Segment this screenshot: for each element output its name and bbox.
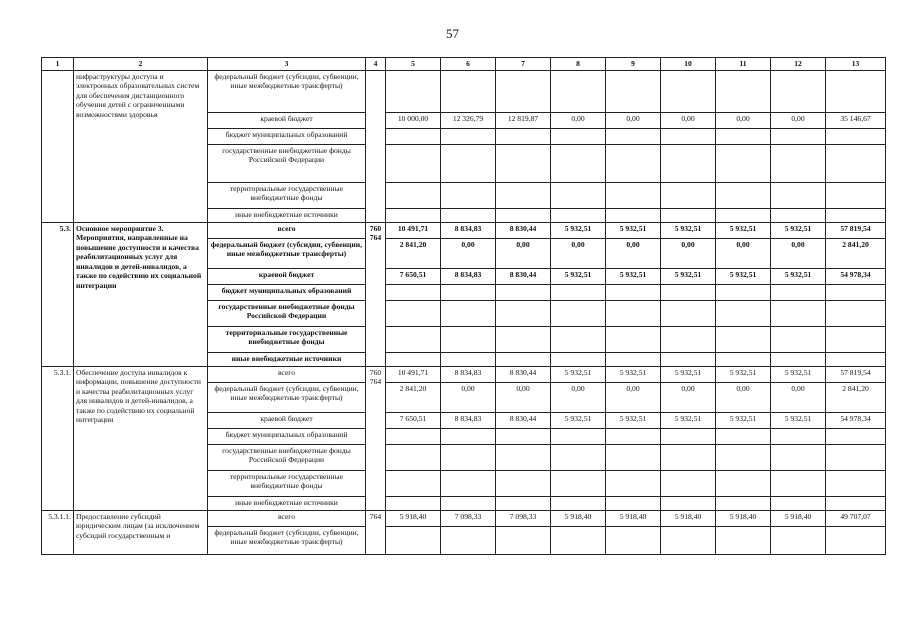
amount-cell [826, 129, 886, 145]
amount-cell [551, 353, 606, 367]
item-name: Предоставление субсидий юридическим лицам (за исключением субсидий государственным и [74, 511, 208, 555]
amount-cell: 0,00 [716, 113, 771, 129]
funding-table [41, 57, 886, 555]
amount-cell [606, 327, 661, 353]
amount-cell [716, 429, 771, 445]
amount-cell [661, 497, 716, 511]
amount-cell [661, 145, 716, 183]
amount-cell [551, 209, 606, 223]
amount-cell [826, 429, 886, 445]
amount-cell [496, 285, 551, 301]
budget-code [366, 71, 386, 223]
column-header: 1 [42, 58, 74, 71]
amount-cell: 5 932,51 [716, 413, 771, 429]
amount-cell [496, 209, 551, 223]
amount-cell [716, 145, 771, 183]
amount-cell: 5 932,51 [771, 367, 826, 383]
amount-cell: 0,00 [716, 239, 771, 269]
amount-cell: 57 819,54 [826, 223, 886, 239]
amount-cell [386, 497, 441, 511]
amount-cell [771, 327, 826, 353]
amount-cell: 5 932,51 [551, 269, 606, 285]
amount-cell: 8 830,44 [496, 223, 551, 239]
amount-cell [716, 497, 771, 511]
amount-cell [826, 145, 886, 183]
amount-cell [716, 527, 771, 555]
funding-source: государственные внебюджетные фонды Российской Федерации [208, 145, 366, 183]
amount-cell [386, 71, 441, 113]
amount-cell [826, 497, 886, 511]
amount-cell [551, 145, 606, 183]
amount-cell: 5 932,51 [771, 413, 826, 429]
amount-cell: 5 918,40 [606, 511, 661, 527]
amount-cell [661, 445, 716, 471]
column-header: 6 [441, 58, 496, 71]
amount-cell: 8 834,83 [441, 223, 496, 239]
amount-cell: 8 834,83 [441, 367, 496, 383]
funding-source: иные внебюджетные источники [208, 209, 366, 223]
amount-cell: 7 098,33 [496, 511, 551, 527]
column-header: 8 [551, 58, 606, 71]
amount-cell: 12 819,87 [496, 113, 551, 129]
amount-cell [386, 145, 441, 183]
funding-source: государственные внебюджетные фонды Российской Федерации [208, 445, 366, 471]
amount-cell: 8 834,83 [441, 269, 496, 285]
amount-cell: 0,00 [606, 239, 661, 269]
amount-cell: 5 918,40 [386, 511, 441, 527]
amount-cell [771, 429, 826, 445]
amount-cell [716, 183, 771, 209]
funding-source: всего [208, 223, 366, 239]
amount-cell [551, 445, 606, 471]
amount-cell [386, 471, 441, 497]
amount-cell: 7 098,33 [441, 511, 496, 527]
amount-cell: 5 932,51 [661, 223, 716, 239]
amount-cell: 0,00 [661, 113, 716, 129]
amount-cell: 5 932,51 [771, 269, 826, 285]
amount-cell [716, 445, 771, 471]
amount-cell [661, 301, 716, 327]
funding-source: всего [208, 367, 366, 383]
amount-cell: 5 932,51 [551, 367, 606, 383]
amount-cell [826, 183, 886, 209]
amount-cell: 8 830,44 [496, 269, 551, 285]
amount-cell: 5 918,40 [551, 511, 606, 527]
amount-cell [441, 129, 496, 145]
amount-cell [661, 429, 716, 445]
amount-cell [496, 497, 551, 511]
amount-cell [716, 285, 771, 301]
amount-cell: 10 000,00 [386, 113, 441, 129]
amount-cell [496, 445, 551, 471]
funding-source: бюджет муниципальных образований [208, 129, 366, 145]
amount-cell: 12 326,79 [441, 113, 496, 129]
amount-cell: 2 841,20 [386, 239, 441, 269]
amount-cell: 0,00 [606, 113, 661, 129]
amount-cell [771, 353, 826, 367]
amount-cell: 5 932,51 [551, 223, 606, 239]
amount-cell [441, 445, 496, 471]
amount-cell: 5 932,51 [716, 223, 771, 239]
column-header: 2 [74, 58, 208, 71]
amount-cell [496, 71, 551, 113]
header-row [42, 58, 886, 71]
amount-cell [496, 183, 551, 209]
amount-cell [716, 301, 771, 327]
column-header: 9 [606, 58, 661, 71]
amount-cell [661, 527, 716, 555]
funding-source: бюджет муниципальных образований [208, 429, 366, 445]
amount-cell [606, 145, 661, 183]
funding-source: территориальные государственные внебюджетные фонды [208, 327, 366, 353]
amount-cell [661, 183, 716, 209]
amount-cell [386, 183, 441, 209]
amount-cell [606, 471, 661, 497]
funding-source: всего [208, 511, 366, 527]
amount-cell [441, 183, 496, 209]
amount-cell [826, 527, 886, 555]
amount-cell [441, 471, 496, 497]
amount-cell: 54 978,34 [826, 269, 886, 285]
amount-cell [496, 129, 551, 145]
amount-cell: 5 918,40 [661, 511, 716, 527]
amount-cell [441, 497, 496, 511]
item-name: Обеспечение доступа инвалидов к информации, повышение доступности и качества реабилитационных услуг для инвалидов и детей-инвалидов, а также по содействию их социальной интеграции [74, 367, 208, 511]
amount-cell [826, 445, 886, 471]
amount-cell [496, 429, 551, 445]
amount-cell: 0,00 [661, 383, 716, 413]
amount-cell: 8 830,44 [496, 413, 551, 429]
amount-cell: 5 918,40 [716, 511, 771, 527]
amount-cell [496, 327, 551, 353]
funding-source: краевой бюджет [208, 269, 366, 285]
amount-cell [771, 129, 826, 145]
table-row [42, 367, 886, 383]
funding-source: краевой бюджет [208, 113, 366, 129]
funding-source: территориальные государственные внебюджетные фонды [208, 183, 366, 209]
amount-cell: 0,00 [771, 113, 826, 129]
item-number: 5.3.1. [42, 367, 74, 511]
amount-cell [606, 429, 661, 445]
amount-cell: 5 932,51 [551, 413, 606, 429]
funding-source: бюджет муниципальных образований [208, 285, 366, 301]
amount-cell [441, 285, 496, 301]
amount-cell [716, 471, 771, 497]
amount-cell [826, 71, 886, 113]
amount-cell [441, 71, 496, 113]
column-header: 5 [386, 58, 441, 71]
amount-cell: 0,00 [716, 383, 771, 413]
funding-source: федеральный бюджет (субсидии, субвенции, иные межбюджетные трансферты) [208, 383, 366, 413]
amount-cell: 5 932,51 [661, 269, 716, 285]
amount-cell [441, 327, 496, 353]
amount-cell [551, 285, 606, 301]
amount-cell [496, 145, 551, 183]
amount-cell: 5 932,51 [606, 367, 661, 383]
amount-cell [441, 301, 496, 327]
amount-cell: 5 932,51 [661, 413, 716, 429]
budget-code: 760 764 [366, 367, 386, 511]
funding-source: государственные внебюджетные фонды Российской Федерации [208, 301, 366, 327]
column-header: 7 [496, 58, 551, 71]
amount-cell [386, 285, 441, 301]
amount-cell: 0,00 [441, 383, 496, 413]
amount-cell: 54 978,34 [826, 413, 886, 429]
amount-cell [606, 285, 661, 301]
amount-cell: 8 834,83 [441, 413, 496, 429]
amount-cell [386, 129, 441, 145]
amount-cell: 0,00 [441, 239, 496, 269]
item-number [42, 71, 74, 223]
amount-cell [771, 285, 826, 301]
amount-cell [551, 471, 606, 497]
amount-cell [606, 301, 661, 327]
amount-cell [551, 429, 606, 445]
amount-cell: 0,00 [551, 113, 606, 129]
amount-cell [551, 527, 606, 555]
amount-cell: 57 819,54 [826, 367, 886, 383]
amount-cell [386, 527, 441, 555]
amount-cell [826, 327, 886, 353]
funding-source: краевой бюджет [208, 413, 366, 429]
amount-cell: 35 146,67 [826, 113, 886, 129]
amount-cell: 5 932,51 [606, 413, 661, 429]
amount-cell [386, 445, 441, 471]
amount-cell [771, 471, 826, 497]
amount-cell [606, 445, 661, 471]
amount-cell [551, 183, 606, 209]
funding-source: федеральный бюджет (субсидии, субвенции, иные межбюджетные трансферты) [208, 71, 366, 113]
amount-cell [496, 527, 551, 555]
item-name: инфраструктуры доступа и электронных образовательных систем для обеспечения дистанционного обучения детей с ограниченными возможностями здоровья [74, 71, 208, 223]
amount-cell: 7 650,51 [386, 269, 441, 285]
amount-cell [606, 527, 661, 555]
amount-cell: 5 932,51 [606, 269, 661, 285]
funding-source: федеральный бюджет (субсидии, субвенции, иные межбюджетные трансферты) [208, 239, 366, 269]
column-header: 11 [716, 58, 771, 71]
amount-cell [551, 497, 606, 511]
amount-cell [551, 301, 606, 327]
amount-cell [661, 209, 716, 223]
amount-cell [496, 353, 551, 367]
amount-cell [441, 527, 496, 555]
amount-cell: 2 841,20 [826, 239, 886, 269]
amount-cell: 10 491,71 [386, 223, 441, 239]
amount-cell [661, 285, 716, 301]
table-row [42, 223, 886, 239]
table-row [42, 71, 886, 113]
amount-cell [551, 129, 606, 145]
column-header: 12 [771, 58, 826, 71]
amount-cell [441, 429, 496, 445]
funding-source: федеральный бюджет (субсидии, субвенции, иные межбюджетные трансферты) [208, 527, 366, 555]
column-header: 4 [366, 58, 386, 71]
amount-cell [716, 209, 771, 223]
amount-cell [716, 327, 771, 353]
amount-cell [716, 71, 771, 113]
amount-cell: 0,00 [771, 383, 826, 413]
item-number: 5.3.1.1. [42, 511, 74, 555]
amount-cell [496, 471, 551, 497]
amount-cell [826, 301, 886, 327]
amount-cell [771, 183, 826, 209]
amount-cell [606, 497, 661, 511]
amount-cell: 0,00 [551, 239, 606, 269]
amount-cell [551, 327, 606, 353]
item-name: Основное мероприятие 3. Мероприятия, направленные на повышение доступности и качества реабилитационных услуг для инвалидов и детей-инвалидов, а также по содействию их социальной интеграции [74, 223, 208, 367]
amount-cell: 0,00 [496, 239, 551, 269]
amount-cell: 10 491,71 [386, 367, 441, 383]
amount-cell: 5 932,51 [771, 223, 826, 239]
amount-cell [496, 301, 551, 327]
amount-cell [771, 145, 826, 183]
amount-cell: 5 932,51 [716, 269, 771, 285]
amount-cell: 0,00 [606, 383, 661, 413]
page-number: 57 [446, 26, 459, 41]
amount-cell: 7 650,51 [386, 413, 441, 429]
amount-cell [661, 471, 716, 497]
amount-cell [386, 429, 441, 445]
amount-cell [771, 527, 826, 555]
amount-cell [606, 353, 661, 367]
table-row [42, 511, 886, 527]
column-header: 3 [208, 58, 366, 71]
amount-cell [826, 285, 886, 301]
amount-cell: 0,00 [661, 239, 716, 269]
amount-cell [716, 353, 771, 367]
amount-cell: 0,00 [496, 383, 551, 413]
amount-cell [771, 71, 826, 113]
amount-cell [606, 129, 661, 145]
amount-cell: 0,00 [771, 239, 826, 269]
item-number: 5.3. [42, 223, 74, 367]
amount-cell [386, 327, 441, 353]
amount-cell [441, 209, 496, 223]
amount-cell [386, 301, 441, 327]
amount-cell [606, 183, 661, 209]
amount-cell [771, 497, 826, 511]
amount-cell: 0,00 [551, 383, 606, 413]
funding-source: иные внебюджетные источники [208, 497, 366, 511]
amount-cell [441, 145, 496, 183]
amount-cell [661, 353, 716, 367]
amount-cell [661, 129, 716, 145]
amount-cell [716, 129, 771, 145]
amount-cell: 5 932,51 [606, 223, 661, 239]
amount-cell: 8 830,44 [496, 367, 551, 383]
amount-cell: 5 932,51 [661, 367, 716, 383]
amount-cell: 2 841,20 [386, 383, 441, 413]
amount-cell: 5 932,51 [716, 367, 771, 383]
budget-code: 764 [366, 511, 386, 555]
column-header: 10 [661, 58, 716, 71]
amount-cell [771, 301, 826, 327]
amount-cell [551, 71, 606, 113]
amount-cell [661, 327, 716, 353]
budget-code: 760 764 [366, 223, 386, 367]
amount-cell [606, 71, 661, 113]
amount-cell [661, 71, 716, 113]
amount-cell: 2 841,20 [826, 383, 886, 413]
column-header: 13 [826, 58, 886, 71]
amount-cell [771, 445, 826, 471]
amount-cell [826, 353, 886, 367]
amount-cell [771, 209, 826, 223]
amount-cell [606, 209, 661, 223]
amount-cell [441, 353, 496, 367]
funding-source: территориальные государственные внебюджетные фонды [208, 471, 366, 497]
amount-cell [386, 353, 441, 367]
amount-cell [826, 471, 886, 497]
amount-cell: 49 707,07 [826, 511, 886, 527]
amount-cell [386, 209, 441, 223]
amount-cell [826, 209, 886, 223]
funding-source: иные внебюджетные источники [208, 353, 366, 367]
amount-cell: 5 918,40 [771, 511, 826, 527]
